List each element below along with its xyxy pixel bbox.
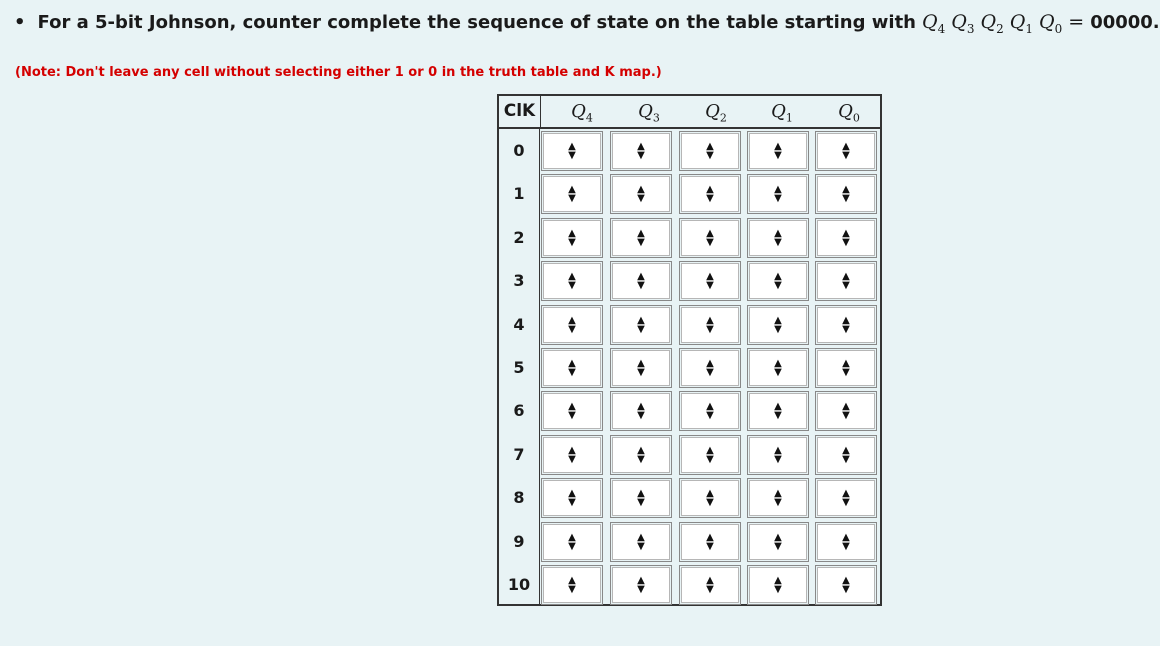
state-select-q1[interactable] (749, 263, 807, 299)
table-row (499, 520, 880, 563)
state-select-q3[interactable] (612, 567, 670, 603)
state-select-q0[interactable] (817, 220, 875, 256)
state-select-q1[interactable] (749, 307, 807, 343)
state-select-q0[interactable] (817, 437, 875, 473)
state-select-q0[interactable] (817, 176, 875, 212)
updown-arrows-icon: ▲ ▼ (842, 575, 850, 595)
clock-value: 4 (499, 303, 540, 346)
updown-arrows-icon: ▲ ▼ (842, 184, 850, 205)
updown-arrows-icon: ▲ ▼ (774, 401, 782, 422)
updown-arrows-icon: ▲ ▼ (706, 141, 714, 161)
equals-sign: = (1068, 11, 1085, 33)
updown-arrows-icon: ▲ ▼ (774, 488, 782, 509)
state-select-q3[interactable] (612, 220, 670, 256)
updown-arrows-icon: ▲ ▼ (706, 358, 714, 378)
question-prefix: For a 5-bit Johnson, counter complete the sequence of state on the table starting with (37, 12, 916, 33)
state-select-q0[interactable] (817, 524, 875, 560)
updown-arrows-icon: ▲ ▼ (706, 227, 714, 248)
updown-arrows-icon: ▲ ▼ (706, 531, 714, 552)
state-select-q1[interactable] (749, 133, 807, 169)
updown-arrows-icon: ▲ ▼ (706, 488, 714, 509)
state-select-q2[interactable] (681, 437, 739, 473)
updown-arrows-icon: ▲ ▼ (568, 488, 576, 509)
updown-arrows-icon: ▲ ▼ (568, 358, 576, 378)
updown-arrows-icon: ▲ ▼ (842, 358, 850, 378)
updown-arrows-icon: ▲ ▼ (842, 488, 850, 509)
state-select-q3[interactable] (612, 307, 670, 343)
updown-arrows-icon: ▲ ▼ (842, 271, 850, 292)
clock-value: 5 (499, 346, 540, 389)
state-select-q0[interactable] (817, 567, 875, 603)
state-select-q2[interactable] (681, 176, 739, 212)
updown-arrows-icon: ▲ ▼ (637, 184, 645, 205)
state-select-q4[interactable] (543, 263, 601, 299)
updown-arrows-icon: ▲ ▼ (637, 488, 645, 509)
state-select-q4[interactable] (543, 393, 601, 429)
clock-value: 10 (499, 563, 540, 606)
bullet: • (14, 12, 26, 33)
clock-value: 3 (499, 259, 540, 302)
state-select-q4[interactable] (543, 480, 601, 516)
state-select-q1[interactable] (749, 437, 807, 473)
clock-value: 7 (499, 433, 540, 476)
updown-arrows-icon: ▲ ▼ (568, 575, 576, 595)
question-math: $Q_4$ $Q_3$ $Q_2$ $Q_1$ $Q_0$ (921, 11, 1063, 36)
state-select-q1[interactable] (749, 176, 807, 212)
updown-arrows-icon: ▲ ▼ (568, 401, 576, 422)
state-select-q2[interactable] (681, 524, 739, 560)
table-row (499, 303, 880, 346)
updown-arrows-icon: ▲ ▼ (568, 227, 576, 248)
column-header-q1: $Q_1$ (771, 101, 793, 125)
updown-arrows-icon: ▲ ▼ (568, 184, 576, 205)
updown-arrows-icon: ▲ ▼ (774, 531, 782, 552)
updown-arrows-icon: ▲ ▼ (774, 141, 782, 161)
state-select-q1[interactable] (749, 393, 807, 429)
updown-arrows-icon: ▲ ▼ (706, 271, 714, 292)
state-select-q0[interactable] (817, 393, 875, 429)
clk-header: ClK (499, 96, 541, 127)
updown-arrows-icon: ▲ ▼ (637, 271, 645, 292)
updown-arrows-icon: ▲ ▼ (637, 141, 645, 161)
updown-arrows-icon: ▲ ▼ (637, 314, 645, 335)
state-select-q1[interactable] (749, 480, 807, 516)
note-text: (Note: Don't leave any cell without selecting either 1 or 0 in the truth table and K map.) (15, 65, 662, 80)
updown-arrows-icon: ▲ ▼ (637, 444, 645, 465)
column-header-q0: $Q_0$ (838, 101, 860, 125)
state-select-q2[interactable] (681, 350, 739, 386)
clock-value: 8 (499, 476, 540, 519)
updown-arrows-icon: ▲ ▼ (637, 401, 645, 422)
clock-value: 0 (499, 129, 540, 172)
updown-arrows-icon: ▲ ▼ (842, 401, 850, 422)
table-row (499, 433, 880, 476)
updown-arrows-icon: ▲ ▼ (842, 444, 850, 465)
table-row (499, 563, 880, 606)
updown-arrows-icon: ▲ ▼ (568, 314, 576, 335)
table-header (499, 96, 880, 129)
state-select-q1[interactable] (749, 350, 807, 386)
column-header-q4: $Q_4$ (571, 101, 593, 125)
state-select-q3[interactable] (612, 350, 670, 386)
state-select-q0[interactable] (817, 350, 875, 386)
updown-arrows-icon: ▲ ▼ (706, 401, 714, 422)
state-select-q0[interactable] (817, 263, 875, 299)
updown-arrows-icon: ▲ ▼ (568, 531, 576, 552)
state-select-q0[interactable] (817, 133, 875, 169)
table-row (499, 259, 880, 302)
state-select-q2[interactable] (681, 133, 739, 169)
state-select-q3[interactable] (612, 480, 670, 516)
updown-arrows-icon: ▲ ▼ (842, 141, 850, 161)
state-select-q3[interactable] (612, 176, 670, 212)
state-select-q3[interactable] (612, 393, 670, 429)
state-select-q3[interactable] (612, 437, 670, 473)
updown-arrows-icon: ▲ ▼ (774, 227, 782, 248)
initial-state-value: 00000. (1090, 12, 1160, 33)
table-row (499, 216, 880, 259)
state-select-q4[interactable] (543, 524, 601, 560)
state-select-q3[interactable] (612, 524, 670, 560)
table-row (499, 476, 880, 519)
state-select-q0[interactable] (817, 480, 875, 516)
updown-arrows-icon: ▲ ▼ (568, 444, 576, 465)
table-row (499, 129, 880, 172)
updown-arrows-icon: ▲ ▼ (706, 314, 714, 335)
state-select-q4[interactable] (543, 176, 601, 212)
updown-arrows-icon: ▲ ▼ (706, 184, 714, 205)
updown-arrows-icon: ▲ ▼ (637, 358, 645, 378)
state-select-q3[interactable] (612, 263, 670, 299)
updown-arrows-icon: ▲ ▼ (637, 531, 645, 552)
updown-arrows-icon: ▲ ▼ (568, 141, 576, 161)
table-row (499, 389, 880, 432)
state-select-q2[interactable] (681, 567, 739, 603)
updown-arrows-icon: ▲ ▼ (842, 531, 850, 552)
updown-arrows-icon: ▲ ▼ (774, 271, 782, 292)
state-select-q4[interactable] (543, 220, 601, 256)
updown-arrows-icon: ▲ ▼ (774, 184, 782, 205)
state-select-q2[interactable] (681, 393, 739, 429)
table-row (499, 172, 880, 215)
state-select-q1[interactable] (749, 220, 807, 256)
state-select-q4[interactable] (543, 307, 601, 343)
state-select-q1[interactable] (749, 524, 807, 560)
state-select-q0[interactable] (817, 307, 875, 343)
question-text (14, 11, 1160, 36)
updown-arrows-icon: ▲ ▼ (706, 444, 714, 465)
state-select-q2[interactable] (681, 480, 739, 516)
updown-arrows-icon: ▲ ▼ (774, 575, 782, 595)
updown-arrows-icon: ▲ ▼ (774, 358, 782, 378)
clock-value: 9 (499, 520, 540, 563)
updown-arrows-icon: ▲ ▼ (842, 314, 850, 335)
updown-arrows-icon: ▲ ▼ (706, 575, 714, 595)
clock-value: 2 (499, 216, 540, 259)
state-select-q1[interactable] (749, 567, 807, 603)
updown-arrows-icon: ▲ ▼ (774, 444, 782, 465)
state-select-q4[interactable] (543, 350, 601, 386)
clock-value: 6 (499, 389, 540, 432)
updown-arrows-icon: ▲ ▼ (842, 227, 850, 248)
updown-arrows-icon: ▲ ▼ (774, 314, 782, 335)
column-header-q2: $Q_2$ (705, 101, 727, 125)
state-select-q4[interactable] (543, 437, 601, 473)
updown-arrows-icon: ▲ ▼ (637, 227, 645, 248)
state-select-q2[interactable] (681, 220, 739, 256)
state-select-q2[interactable] (681, 307, 739, 343)
updown-arrows-icon: ▲ ▼ (568, 271, 576, 292)
updown-arrows-icon: ▲ ▼ (637, 575, 645, 595)
johnson-state-table (497, 94, 882, 606)
column-header-q3: $Q_3$ (638, 101, 660, 125)
state-select-q4[interactable] (543, 567, 601, 603)
table-row (499, 346, 880, 389)
state-select-q3[interactable] (612, 133, 670, 169)
state-select-q4[interactable] (543, 133, 601, 169)
clock-value: 1 (499, 172, 540, 215)
state-select-q2[interactable] (681, 263, 739, 299)
